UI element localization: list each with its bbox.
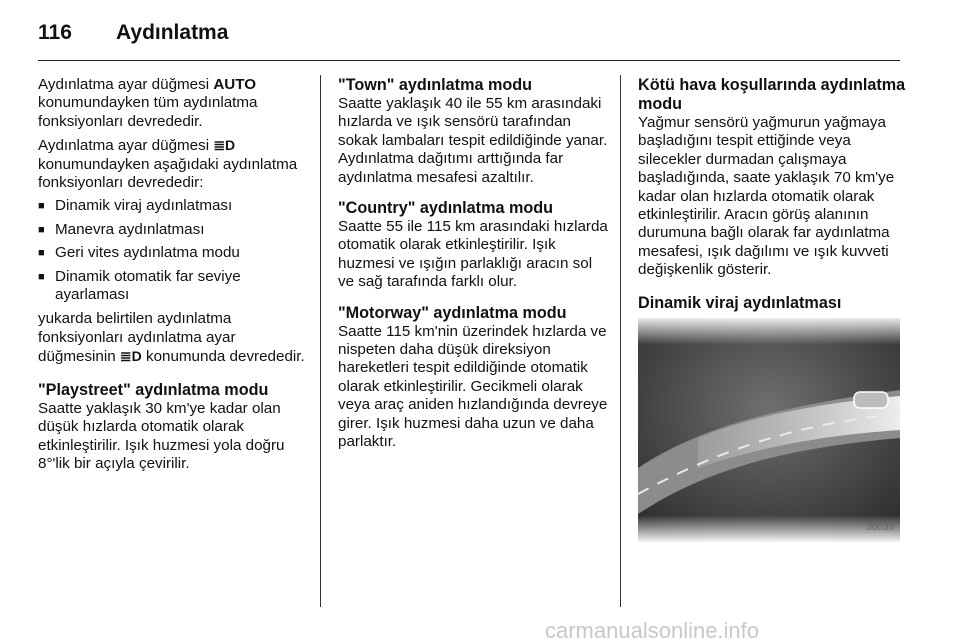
- page-header: [38, 18, 228, 48]
- low-beam-icon: ≣D: [119, 348, 142, 365]
- column-divider: [320, 75, 321, 607]
- heading-country: "Country" aydınlatma modu: [338, 199, 554, 218]
- page-title: Aydınlatma: [116, 21, 229, 44]
- column-3: [638, 76, 908, 319]
- list-item: ■ Geri vites aydınlatma modu: [38, 244, 310, 262]
- column-2: [338, 76, 608, 457]
- heading-playstreet: "Playstreet" aydınlatma modu: [38, 380, 269, 399]
- column-divider: [620, 75, 621, 607]
- heading-bad-weather: Kötü hava koşullarında aydınlatma modu: [638, 76, 906, 113]
- list-item: ■ Dinamik viraj aydınlatması: [38, 197, 310, 215]
- column-1: [38, 76, 310, 478]
- paragraph-country: Saatte 55 ile 115 km arasındaki hızlarda otomatik olarak etkinleştirilir. Işık huzmesi ve ışığın parlaklığı aracın sol ve sağ tarafında farklı olur.: [338, 218, 608, 291]
- low-beam-icon: ≣D: [213, 137, 236, 154]
- heading-motorway: "Motorway" aydınlatma modu: [338, 303, 567, 322]
- page-number: 116: [38, 21, 72, 44]
- figure-code: 30039: [866, 522, 894, 533]
- list-item: ■ Dinamik otomatik far seviye ayarlaması: [38, 268, 310, 305]
- paragraph-bad-weather: Yağmur sensörü yağmurun yağmaya başladığını tespit ettiğinde veya silecekler durmadan çalışmaya başladığında, saate yaklaşık 70 km'ye kadar olan hızlarda otomatik olarak etkinleştirilir. Aracın görüş alanının durumuna bağlı olarak far aydınlatma mesafesi, ışık dağılımı ve ışık kuvveti değişkenlik gösterir.: [638, 114, 895, 279]
- paragraph-playstreet: Saatte yaklaşık 30 km'ye kadar olan düşük hızlarda otomatik olarak etkinleştirilir. Işık huzmesi yola doğru 8°'lik bir açıyla çevirilir.: [38, 399, 285, 472]
- list-item: ■ Manevra aydınlatması: [38, 221, 310, 239]
- watermark: carmanualsonline.info: [545, 618, 760, 643]
- paragraph-auto: Aydınlatma ayar düğmesi AUTO konumundayken tüm aydınlatma fonksiyonları devrededir.: [38, 76, 258, 130]
- heading-town: "Town" aydınlatma modu: [338, 76, 533, 94]
- image-vignette: [638, 318, 900, 542]
- heading-dynamic-cornering: Dinamik viraj aydınlatması: [638, 293, 842, 312]
- paragraph-lamp-position: Aydınlatma ayar düğmesi ≣D konumundayken aşağıdaki aydınlatma fonksiyonları devrededir:: [38, 137, 298, 192]
- cornering-light-illustration: [638, 318, 900, 542]
- auto-label: AUTO: [213, 76, 257, 93]
- paragraph-functions-active: yukarda belirtilen aydınlatma fonksiyonları aydınlatma ayar düğmesinin ≣D konumunda devrededir.: [38, 310, 305, 366]
- paragraph-town: Saatte yaklaşık 40 ile 55 km arasındaki hızlarda ve ışık sensörü tarafından sokak lambaları tespit edildiğinde yanar. Aydınlatma dağıtımı arttığında far aydınlatma mesafesi azaltılır.: [338, 95, 608, 186]
- header-rule: [38, 60, 900, 61]
- paragraph-motorway: Saatte 115 km'nin üzerindek hızlarda ve nispeten daha düşük direksiyon hareketleri tespit edildiğinde otomatik olarak etkinleştirilir. Gecikmeli olarak veya araç aniden hızlandığında devreye girer. Işık huzmesi daha uzun ve daha parlaktır.: [338, 322, 608, 451]
- function-list: [38, 197, 310, 304]
